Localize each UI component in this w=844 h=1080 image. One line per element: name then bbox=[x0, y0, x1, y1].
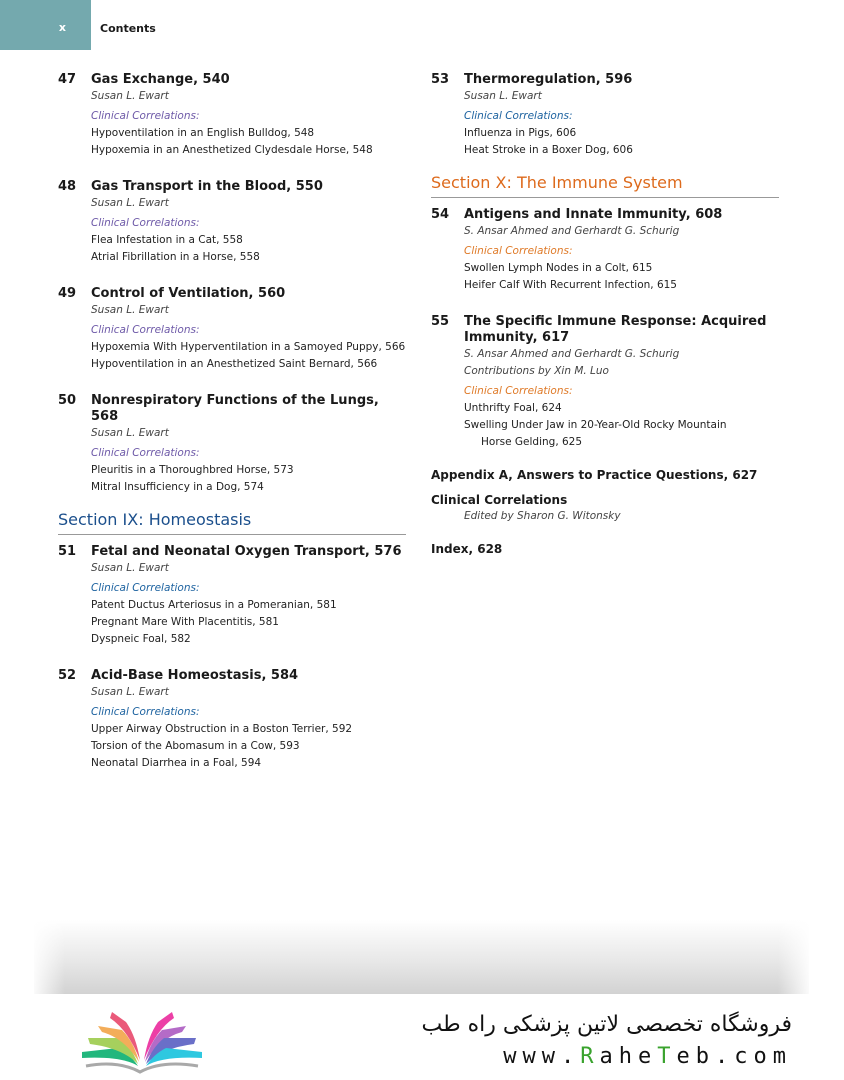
case-line-continued: Horse Gelding, 625 bbox=[481, 436, 583, 448]
case-item: Upper Airway Obstruction in a Boston Terrier, 592 bbox=[91, 723, 353, 735]
chapter-title: Acid-Base Homeostasis, 584 bbox=[91, 668, 299, 683]
chapter-title-line2: Immunity, 617 bbox=[464, 330, 570, 345]
chapter-title-line1: The Specific Immune Response: Acquired bbox=[464, 314, 767, 329]
url-part: ahe bbox=[599, 1044, 658, 1069]
url-part-green: T bbox=[657, 1044, 677, 1069]
chapter-47 bbox=[58, 72, 406, 159]
clinical-correlations-label: Clinical Correlations: bbox=[91, 447, 200, 459]
section-ix-heading: Section IX: Homeostasis bbox=[58, 510, 406, 535]
left-column bbox=[58, 72, 406, 792]
chapter-number: 49 bbox=[58, 286, 77, 301]
case-item: Hypoventilation in an English Bulldog, 548 bbox=[91, 127, 315, 139]
chapter-50 bbox=[58, 393, 406, 496]
clinical-correlations-label: Clinical Correlations: bbox=[464, 385, 573, 397]
case-item: Hypoxemia With Hyperventilation in a Samoyed Puppy, 566 bbox=[91, 341, 406, 353]
case-item: Heat Stroke in a Boxer Dog, 606 bbox=[464, 144, 633, 156]
clinical-correlations-label: Clinical Correlations: bbox=[91, 706, 200, 718]
clinical-correlations-editor: Edited by Sharon G. Witonsky bbox=[464, 510, 621, 522]
clinical-correlations-label: Clinical Correlations: bbox=[91, 217, 200, 229]
chapter-number: 51 bbox=[58, 544, 77, 559]
url-part: www. bbox=[503, 1044, 581, 1069]
chapter-author: Susan L. Ewart bbox=[91, 90, 169, 102]
appendix-entry: Appendix A, Answers to Practice Questions, 627 bbox=[431, 468, 758, 482]
clinical-correlations-label: Clinical Correlations: bbox=[91, 324, 200, 336]
url-part: eb.com bbox=[676, 1044, 792, 1069]
store-name-persian: فروشگاه تخصصی لاتین پزشکی راه طب bbox=[421, 1012, 792, 1037]
chapter-title: Gas Exchange, 540 bbox=[91, 72, 230, 87]
case-item: Hypoventilation in an Anesthetized Saint Bernard, 566 bbox=[91, 358, 378, 370]
chapter-title: Thermoregulation, 596 bbox=[464, 72, 633, 87]
clinical-correlations-label: Clinical Correlations: bbox=[464, 110, 573, 122]
chapter-51 bbox=[58, 544, 406, 648]
clinical-correlations-label: Clinical Correlations: bbox=[91, 582, 200, 594]
clinical-correlations-label: Clinical Correlations: bbox=[464, 245, 573, 257]
chapter-author: S. Ansar Ahmed and Gerhardt G. Schurig bbox=[464, 225, 680, 237]
chapter-author: Susan L. Ewart bbox=[91, 686, 169, 698]
chapter-number: 47 bbox=[58, 72, 77, 87]
chapter-title: Fetal and Neonatal Oxygen Transport, 576 bbox=[91, 544, 402, 559]
case-item: Pleuritis in a Thoroughbred Horse, 573 bbox=[91, 464, 294, 476]
chapter-title: Nonrespiratory Functions of the Lungs, 568 bbox=[91, 393, 379, 424]
chapter-54 bbox=[431, 207, 779, 294]
chapter-number: 48 bbox=[58, 179, 77, 194]
chapter-49 bbox=[58, 286, 406, 373]
clinical-correlations-entry: Clinical Correlations bbox=[431, 493, 568, 507]
chapter-author: Susan L. Ewart bbox=[464, 90, 542, 102]
open-book-rainbow-logo-icon bbox=[78, 1008, 206, 1074]
case-item: Hypoxemia in an Anesthetized Clydesdale Horse, 548 bbox=[91, 144, 373, 156]
case-item: Atrial Fibrillation in a Horse, 558 bbox=[91, 251, 260, 263]
right-column bbox=[431, 72, 779, 557]
index-entry: Index, 628 bbox=[431, 542, 503, 556]
case-item: Torsion of the Abomasum in a Cow, 593 bbox=[91, 740, 300, 752]
website-url[interactable] bbox=[503, 1044, 792, 1069]
case-item: Influenza in Pigs, 606 bbox=[464, 127, 577, 139]
case-item: Dyspneic Foal, 582 bbox=[91, 633, 191, 645]
chapter-title: Antigens and Innate Immunity, 608 bbox=[464, 207, 723, 222]
chapter-title: Gas Transport in the Blood, 550 bbox=[91, 179, 323, 194]
page-number-tab bbox=[0, 0, 91, 50]
chapter-number: 52 bbox=[58, 668, 77, 683]
chapter-author: Susan L. Ewart bbox=[91, 197, 169, 209]
url-part-green: R bbox=[580, 1044, 600, 1069]
chapter-48 bbox=[58, 179, 406, 266]
case-item: Patent Ductus Arteriosus in a Pomeranian, 581 bbox=[91, 599, 337, 611]
section-x-heading: Section X: The Immune System bbox=[431, 173, 779, 198]
case-item: Mitral Insufficiency in a Dog, 574 bbox=[91, 481, 264, 493]
running-header: Contents bbox=[100, 22, 156, 35]
clinical-correlations-label: Clinical Correlations: bbox=[91, 110, 200, 122]
chapter-52 bbox=[58, 668, 406, 772]
chapter-author: Susan L. Ewart bbox=[91, 304, 169, 316]
case-item: Heifer Calf With Recurrent Infection, 615 bbox=[464, 279, 677, 291]
chapter-contributor: Contributions by Xin M. Luo bbox=[464, 365, 609, 377]
chapter-number: 50 bbox=[58, 393, 77, 408]
case-item-wrapped bbox=[464, 417, 779, 451]
footer-shadow-band bbox=[34, 920, 809, 994]
case-line: Swelling Under Jaw in 20-Year-Old Rocky Mountain bbox=[464, 419, 727, 431]
case-item: Pregnant Mare With Placentitis, 581 bbox=[91, 616, 279, 628]
chapter-author: Susan L. Ewart bbox=[91, 562, 169, 574]
chapter-number: 55 bbox=[431, 314, 450, 329]
case-item: Swollen Lymph Nodes in a Colt, 615 bbox=[464, 262, 653, 274]
chapter-number: 54 bbox=[431, 207, 450, 222]
chapter-53 bbox=[431, 72, 779, 159]
chapter-title: Control of Ventilation, 560 bbox=[91, 286, 286, 301]
page-number: x bbox=[58, 21, 66, 34]
case-item: Unthrifty Foal, 624 bbox=[464, 402, 562, 414]
case-item: Neonatal Diarrhea in a Foal, 594 bbox=[91, 757, 262, 769]
chapter-author: Susan L. Ewart bbox=[91, 427, 169, 439]
case-item: Flea Infestation in a Cat, 558 bbox=[91, 234, 243, 246]
chapter-55 bbox=[431, 314, 779, 451]
chapter-number: 53 bbox=[431, 72, 450, 87]
chapter-author: S. Ansar Ahmed and Gerhardt G. Schurig bbox=[464, 348, 680, 360]
